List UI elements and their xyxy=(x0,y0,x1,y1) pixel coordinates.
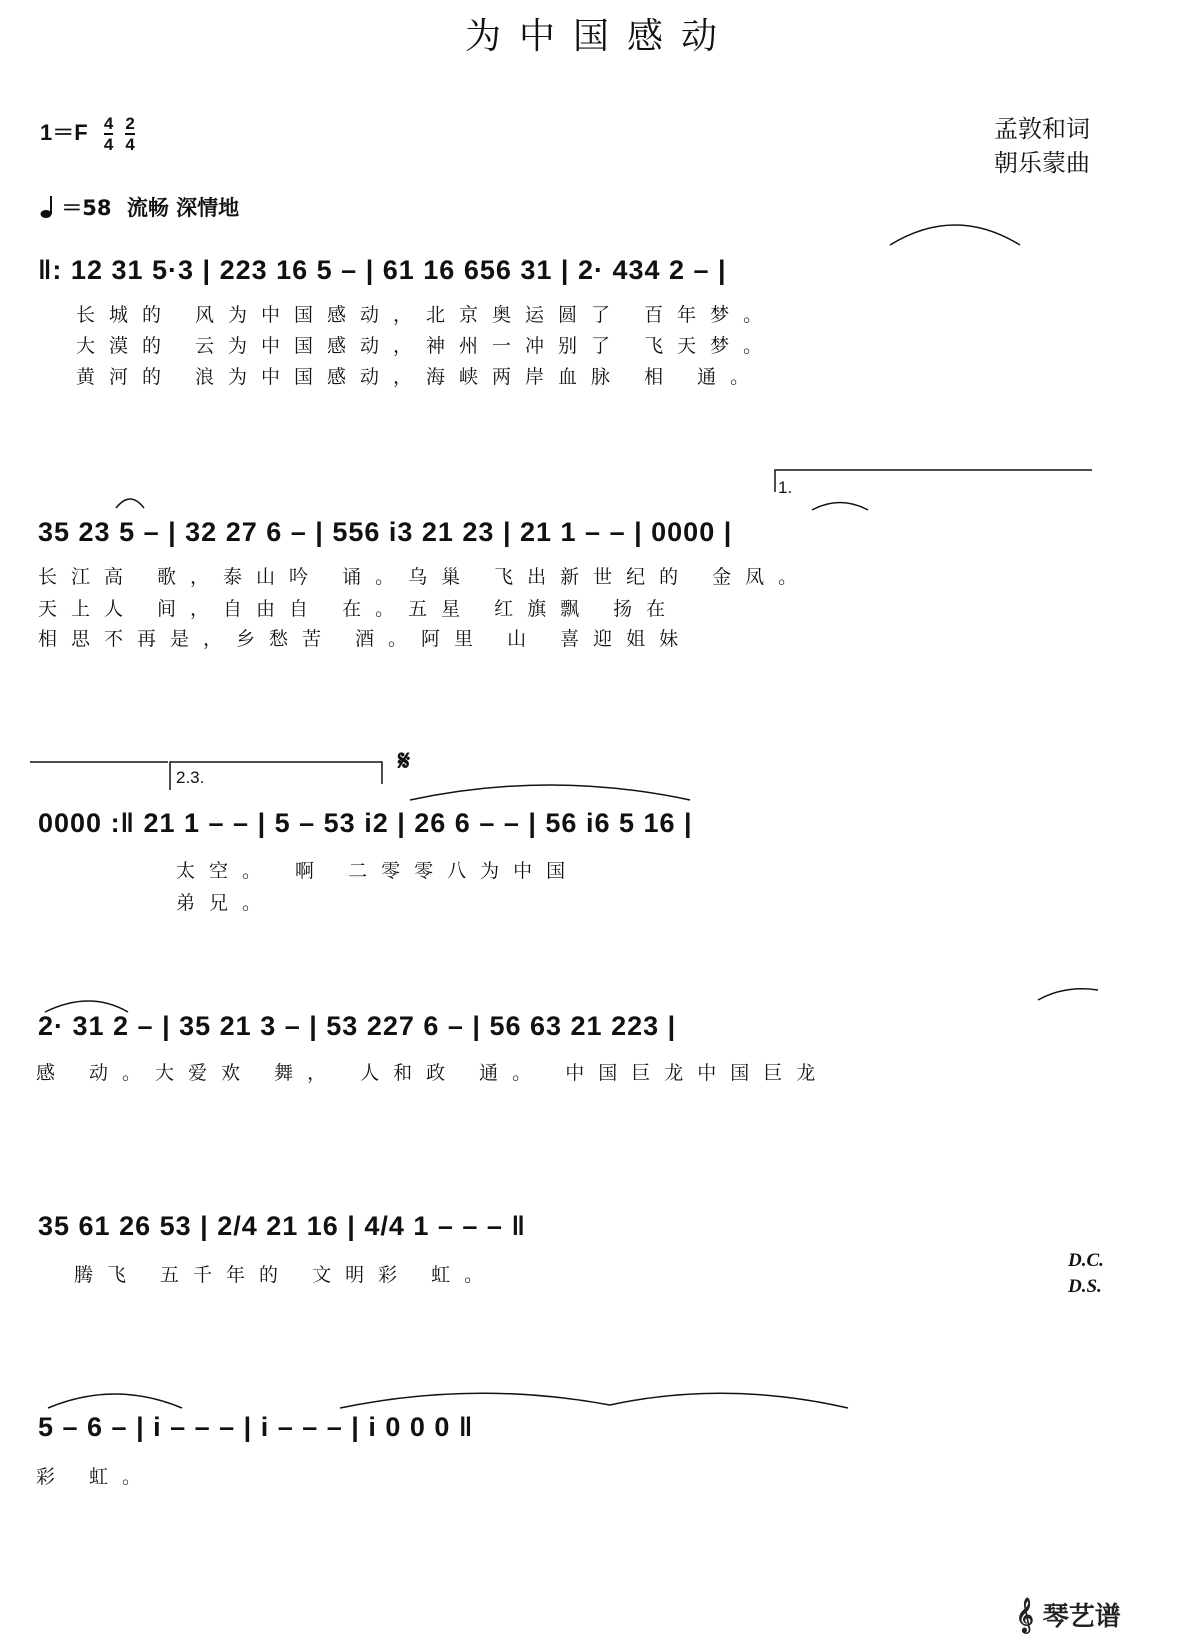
lyricist: 孟敦和词 xyxy=(994,115,1090,143)
system-4-notes: 2· 31 2 – | 35 21 3 – | 53 227 6 – | 56 63 21 223 | xyxy=(38,1011,677,1041)
system-2-lyrics-verse-1: 长江高 歌，泰山吟 诵。乌巢 飞出新世纪的 金凤。 xyxy=(38,566,812,588)
system-2-lyrics-verse-3: 相思不再是，乡愁苦 酒。阿里 山 喜迎姐妹 xyxy=(38,628,693,650)
volta-1-bracket xyxy=(775,470,1092,492)
system-6-notes: 5 – 6 – | i – – – | i – – – | i 0 0 0 ‖ xyxy=(38,1412,474,1442)
system-5-lyrics: 腾飞 五千年的 文明彩 虹。 xyxy=(74,1264,498,1286)
system-1-lyrics-verse-1: 长城的 风为中国感动，北京奥运圆了 百年梦。 xyxy=(76,304,777,326)
system-5-notes: 35 61 26 53 | 2/4 21 16 | 4/4 1 – – – ‖ xyxy=(38,1211,526,1241)
ds-marking: D.S. xyxy=(1068,1276,1102,1297)
slur-mark xyxy=(48,1394,182,1408)
system-2-lyrics-verse-2: 天上人 间，自由自 在。五星 红旗飘 扬在 xyxy=(38,598,680,620)
slur-mark xyxy=(890,225,1020,245)
time-signature-2-bottom: 4 xyxy=(125,135,135,154)
time-signature-1-top: 4 xyxy=(103,114,114,133)
composer: 朝乐蒙曲 xyxy=(994,149,1090,177)
time-signature-2-top: 2 xyxy=(125,114,135,133)
key-signature-label: 1＝F xyxy=(40,119,88,145)
watermark-logo xyxy=(1016,1596,1121,1633)
tie-mark xyxy=(340,1393,848,1408)
system-2-notes: 35 23 5 – | 32 27 6 – | 556 i3 21 23 | 21 1 – – | 0000 | xyxy=(38,517,733,547)
volta-2-3-bracket xyxy=(170,762,382,790)
system-1-lyrics-verse-3: 黄河的 浪为中国感动，海峡两岸血脉 相 通。 xyxy=(76,366,764,388)
volta-2-3-label: 2.3. xyxy=(176,768,205,787)
system-3-notes: 0000 :‖ 21 1 – – | 5 – 53 i2 | 26 6 – – | 56 i6 5 16 | xyxy=(38,808,693,838)
system-3-lyrics-line-1: 太空。 啊 二零零八为中国 xyxy=(176,860,580,882)
system-4-lyrics: 感 动。大爱欢 舞， 人和政 通。 中国巨龙中国巨龙 xyxy=(36,1062,830,1084)
system-6-lyrics: 彩 虹。 xyxy=(36,1466,156,1488)
system-3-lyrics-line-2: 弟兄。 xyxy=(176,892,276,914)
watermark-icon: 𝄞 xyxy=(1016,1598,1034,1633)
slur-mark xyxy=(410,785,690,800)
time-signature-1-bottom: 4 xyxy=(103,135,114,154)
tempo-expression: 流畅 深情地 xyxy=(126,196,240,220)
watermark-text: 琴艺谱 xyxy=(1042,1602,1121,1632)
slur-mark xyxy=(812,503,868,511)
page-title: 为中国感动 xyxy=(464,16,735,57)
system-1-notes: ‖: 12 31 5·3 | 223 16 5 – | 61 16 656 31 | 2· 434 2 – | xyxy=(38,255,727,285)
slur-mark xyxy=(45,1001,128,1012)
dc-marking: D.C. xyxy=(1068,1250,1104,1271)
tempo-bpm: ＝58 xyxy=(61,196,112,220)
slur-mark xyxy=(1038,989,1098,1000)
slur-mark xyxy=(116,499,144,508)
segno-sign: 𝄋 xyxy=(398,744,411,777)
volta-1-label: 1. xyxy=(778,478,793,497)
system-1-lyrics-verse-2: 大漠的 云为中国感动，神州一冲别了 飞天梦。 xyxy=(76,335,777,357)
